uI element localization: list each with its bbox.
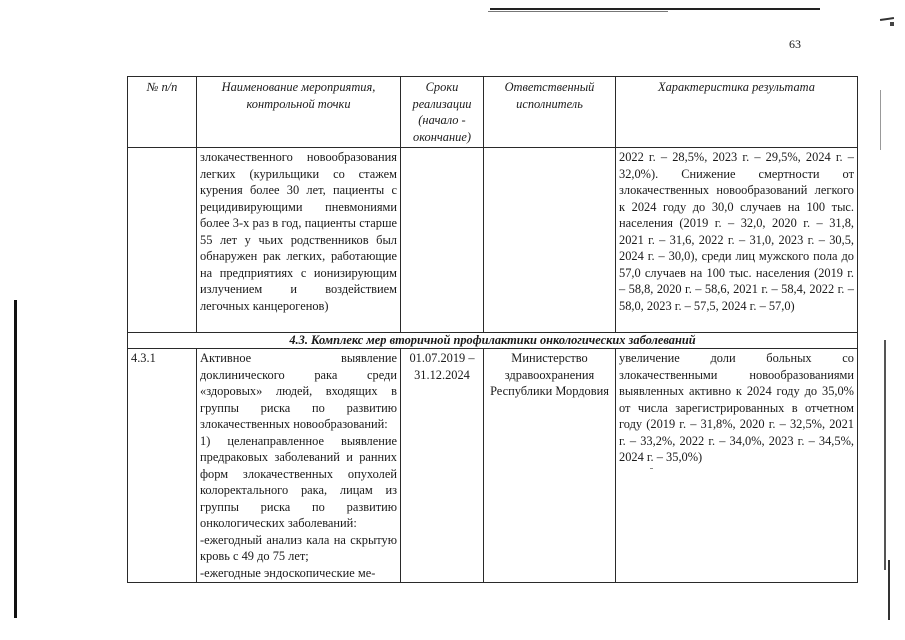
header-num: № п/п bbox=[128, 77, 197, 148]
continued-result-cell: 2022 г. – 28,5%, 2023 г. – 29,5%, 2024 г. – 32,0%). Снижение смертности от злокачественных новообразований легкого к 2024 году до 30,0 случаев на 100 тыс. населения (2019 г. – 32,0, 2020 г. – 31,8, 2021 г. – 31,6, 2022 г. – 31,0, 2023 г. – 30,5, 2024 г. – 30,0), среди лиц мужского пола до 57,0 случаев на 100 тыс. населения (2019 г. – 58,8, 2020 г. – 58,6, 2021 г. – 58,4, 2022 г. – 58,0, 2023 г. – 57,5, 2024 г. – 57,0) bbox=[616, 148, 858, 333]
continued-name-cell: злокачественного новообразования легких (курильщики со стажем курения более 30 лет, пациенты с рецидивирующими пневмониями более 3-х раз в год, пациенты старше 55 лет у чьих родственников был обнаружен рак легких, работающие на предприятиях с ионизирующим излучением и воздействием легочных канцерогенов) bbox=[197, 148, 401, 333]
scan-artifact-smudge bbox=[650, 468, 653, 469]
table-row bbox=[128, 349, 858, 583]
section-title: 4.3. Комплекс мер вторичной профилактики онкологических заболеваний bbox=[128, 333, 858, 349]
header-result: Характеристика результата bbox=[616, 77, 858, 148]
row-431-date-end: 31.12.2024 bbox=[414, 367, 470, 382]
row-431-result: увеличение доли больных со злокачественными новообразованиями выявленных активно к 2024 году до 35,0% от числа зарегистрированных в отчетном году (2019 г. – 31,8%, 2020 г. – 32,5%, 2021 г. – 33,2%, 2022 г. – 34,0%, 2023 г. – 34,5%, 2024 г. – 35,0%) bbox=[616, 349, 858, 583]
scan-artifact-corner-mark bbox=[880, 17, 894, 21]
row-431-name-item1: 1) целенаправленное выявление предраковых заболеваний и ранних форм злокачественных опухолей колоректального рака, лицам из группы риска по развитию онкологических заболеваний: bbox=[200, 433, 397, 530]
scan-artifact-right-edge-2 bbox=[888, 560, 890, 620]
scan-artifact-top-line bbox=[490, 8, 820, 10]
continued-executor-cell bbox=[484, 148, 616, 333]
header-dates: Сроки реализации (начало - окончание) bbox=[401, 77, 484, 148]
row-431-dates-cell bbox=[401, 349, 484, 583]
scan-artifact-right-edge-3 bbox=[880, 90, 881, 150]
header-executor: Ответственный исполнитель bbox=[484, 77, 616, 148]
section-header-row bbox=[128, 333, 858, 349]
scan-artifact-corner-dot bbox=[890, 22, 894, 26]
continued-num-cell bbox=[128, 148, 197, 333]
continued-dates-cell bbox=[401, 148, 484, 333]
scan-artifact-right-edge bbox=[884, 340, 886, 570]
table-header-row bbox=[128, 77, 858, 148]
row-431-name-item3: -ежегодные эндоскопические ме- bbox=[200, 565, 376, 580]
row-431-name-item2: -ежегодный анализ кала на скрытую кровь с 49 до 75 лет; bbox=[200, 532, 397, 563]
row-431-date-start: 01.07.2019 – bbox=[409, 351, 475, 365]
row-431-name-intro: Активное выявление доклинического рака среди «здоровых» людей, входящих в группы риска по развитию злокачественных новообразований: bbox=[200, 351, 397, 431]
table-row bbox=[128, 148, 858, 333]
row-431-executor: Министерство здравоохранения Республики Мордовия bbox=[484, 349, 616, 583]
activities-table bbox=[127, 76, 858, 583]
scan-artifact-top-line-2 bbox=[488, 11, 668, 12]
row-431-num: 4.3.1 bbox=[128, 349, 197, 583]
page-number: 63 bbox=[789, 37, 801, 51]
row-431-name-cell bbox=[197, 349, 401, 583]
header-name: Наименование мероприятия, контрольной точки bbox=[197, 77, 401, 148]
scan-artifact-left-edge bbox=[14, 300, 17, 618]
